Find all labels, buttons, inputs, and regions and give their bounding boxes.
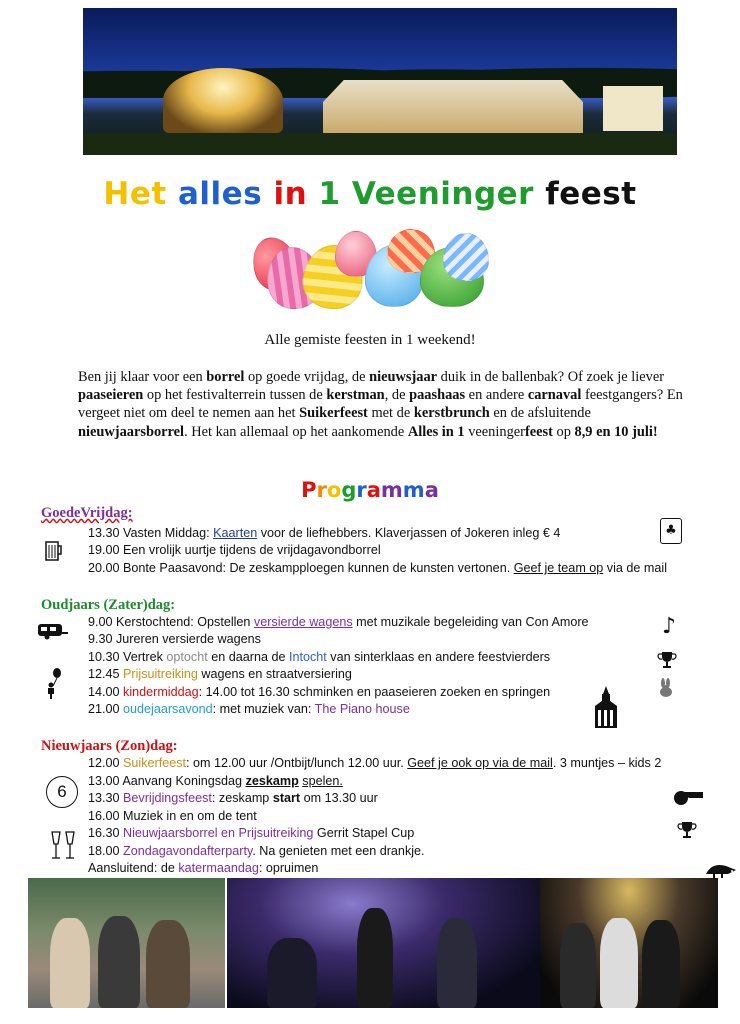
programma-letter: r: [316, 478, 327, 502]
sunday-line-1: 12.00 Suikerfeest: om 12.00 uur /Ontbijt/lunch 12.00 uur. Geef je ook op via de mail. 3 muntjes – kids 2: [88, 756, 662, 770]
tagline: Alle gemiste feesten in 1 weekend!: [264, 332, 476, 348]
title-word: feest: [545, 176, 637, 212]
programma-letter: o: [326, 478, 342, 502]
playing-card-icon: ♣: [660, 518, 682, 544]
hero-tent: [323, 80, 583, 135]
programma-letter: m: [402, 478, 425, 502]
title-word: Het: [103, 176, 167, 212]
balloon-person-icon: [44, 668, 62, 703]
sunday-line-2: 13.00 Aanvang Koningsdag zeskamp spelen.: [88, 774, 343, 788]
title-word: alles: [178, 176, 263, 212]
sunday-line-4: 16.00 Muziek in en om de tent: [88, 809, 257, 823]
sunday-line-3: 13.30 Bevrijdingsfeest: zeskamp start om 13.30 uur: [88, 791, 378, 805]
programma-letter: m: [380, 478, 403, 502]
sunday-heading: Nieuwjaars (Zon)dag:: [41, 738, 178, 754]
programma-letter: a: [366, 478, 381, 502]
saturday-line-5: 14.00 kindermiddag: 14.00 tot 16.30 schminken en paaseieren zoeken en springen: [88, 685, 551, 699]
friday-line-2: 19.00 Een vrolijk uurtje tijdens de vrijdagavondborrel: [88, 543, 381, 557]
title-word: Veeninger: [351, 176, 534, 212]
saturday-line-6: 21.00 oudejaarsavond: met muziek van: The Piano house: [88, 702, 410, 716]
programma-heading: [0, 478, 740, 502]
signup-mail-link[interactable]: Geef je ook op via de mail: [407, 756, 553, 770]
title-word: in: [273, 176, 308, 212]
rabbit-icon: [657, 678, 675, 701]
hero-grass: [83, 133, 677, 155]
saturday-line-2: 9.30 Jureren versierde wagens: [88, 632, 261, 646]
programma-letter: g: [341, 478, 357, 502]
page-title: [0, 176, 740, 212]
friday-line-3: 20.00 Bonte Paasavond: De zeskampploegen kunnen de kunsten vertonen. Geef je team op via de mail: [88, 561, 668, 575]
champagne-glasses-icon: [48, 828, 78, 867]
hero-carousel: [163, 68, 283, 133]
saturday-line-4: 12.45 Prijsuitreiking wagens en straatversiering: [88, 667, 352, 681]
easter-eggs-image: [245, 225, 495, 310]
photo-group-night: [540, 878, 718, 1008]
saturday-line-1: 9.00 Kerstochtend: Opstellen versierde wagens met muzikale begeleiding van Con Amore: [88, 615, 589, 629]
programma-letter: a: [424, 478, 439, 502]
sunday-line-5: 16.30 Nieuwjaarsborrel en Prijsuitreiking Gerrit Stapel Cup: [88, 826, 415, 840]
hero-photo: [83, 8, 677, 155]
music-note-icon: ♪: [662, 614, 677, 639]
photo-concert-stage: [227, 878, 540, 1008]
beer-glass-icon: [44, 538, 64, 565]
programma-letter: r: [356, 478, 367, 502]
caravan-icon: [37, 622, 69, 643]
hero-booth: [603, 86, 663, 131]
trophy-icon: [677, 820, 697, 843]
sunday-line-7: Aansluitend: de katermaandag: opruimen: [88, 861, 319, 875]
friday-line-1: 13.30 Vasten Middag: Kaarten voor de liefhebbers. Klaverjassen of Jokeren inleg € 4: [88, 526, 561, 540]
kaarten-link[interactable]: Kaarten: [213, 526, 258, 540]
whistle-icon: [672, 788, 704, 809]
saturday-heading: Oudjaars (Zater)dag:: [41, 597, 176, 613]
trophy-icon: [657, 650, 677, 673]
programma-letter: P: [301, 478, 317, 502]
number-six-badge: 6: [46, 776, 78, 808]
photo-girls-fairground: [28, 878, 225, 1008]
title-word: 1: [318, 176, 341, 212]
team-signup-link[interactable]: Geef je team op: [513, 561, 604, 575]
intro-paragraph: Ben jij klaar voor een borrel op goede vrijdag, de nieuwsjaar duik in de ballenbak? Of zoek je liever paaseieren op het festivalterrein tussen de kerstman, de paashaas en andere carnaval feestgangers? En vergeet niet om deel te nemen aan het Suikerfeest met de kerstbrunch en de afsluitende nieuwjaarsborrel. Het kan allemaal op het aankomende Alles in 1 veeningerfeest op 8,9 en 10 juli!: [78, 369, 683, 440]
sunday-line-6: 18.00 Zondagavondafterparty. Na genieten met een drankje.: [88, 844, 425, 858]
friday-heading: GoedeVrijdag:: [41, 505, 133, 521]
saturday-line-3: 10.30 Vertrek optocht en daarna de Intocht van sinterklaas en andere feestvierders: [88, 650, 551, 664]
church-icon: [593, 686, 619, 731]
